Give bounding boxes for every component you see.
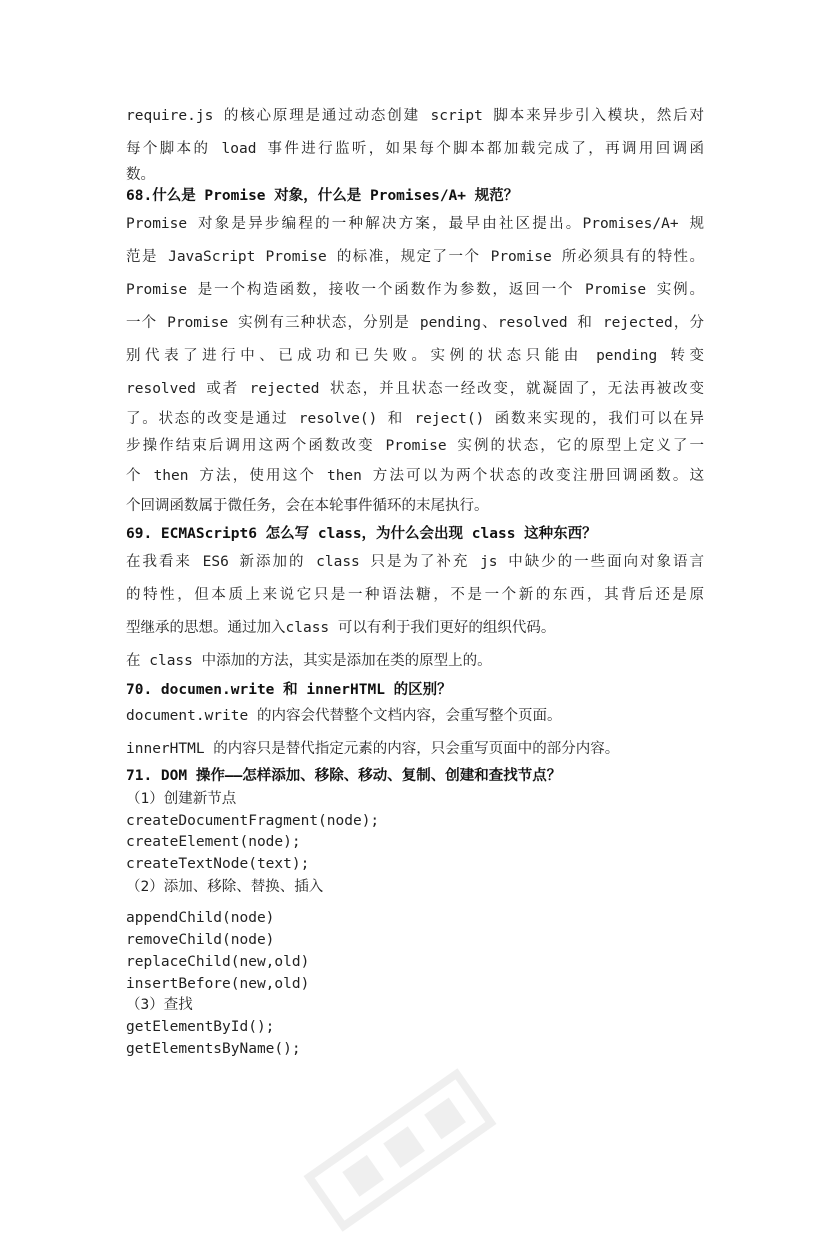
question-heading-71: 71. DOM 操作——怎样添加、移除、移动、复制、创建和查找节点？ [126,768,562,784]
paragraph-line: 个 then 方法，使用这个 then 方法可以为两个状态的改变注册回调函数。这 [126,468,704,484]
code-line: createDocumentFragment(node); [126,813,380,829]
paragraph-line: 了。状态的改变是通过 resolve() 和 reject() 函数来实现的，我们可以在异 [126,411,704,427]
code-line: createTextNode(text); [126,856,310,872]
sub-heading: （1）创建新节点 [126,791,237,807]
question-heading-69: 69. ECMAScript6 怎么写 class，为什么会出现 class 这种东西？ [126,526,597,542]
paragraph-line: require.js 的核心原理是通过动态创建 script 脚本来异步引入模块，然后对 [126,108,704,124]
paragraph-line: 在 class 中添加的方法，其实是添加在类的原型上的。 [126,653,492,669]
paragraph-line: 在我看来 ES6 新添加的 class 只是为了补充 js 中缺少的一些面向对象语言 [126,554,704,570]
code-line: getElementsByName(); [126,1041,301,1057]
paragraph-line: 数。 [126,167,155,183]
paragraph-line: 的特性，但本质上来说它只是一种语法糖，不是一个新的东西，其背后还是原 [126,587,704,603]
paragraph-line: document.write 的内容会代替整个文档内容，会重写整个页面。 [126,708,562,724]
sub-heading: （3）查找 [126,997,193,1013]
paragraph-line: Promise 对象是异步编程的一种解决方案，最早由社区提出。Promises/A+ 规 [126,216,704,232]
question-heading-70: 70. documen.write 和 innerHTML 的区别？ [126,682,452,698]
code-line: replaceChild(new,old) [126,954,310,970]
paragraph-line: 一个 Promise 实例有三种状态，分别是 pending、resolved 和 rejected，分 [126,315,704,331]
paragraph-line: 每个脚本的 load 事件进行监听，如果每个脚本都加载完成了，再调用回调函 [126,141,704,157]
paragraph-line: innerHTML 的内容只是替代指定元素的内容，只会重写页面中的部分内容。 [126,741,620,757]
paragraph-line: 个回调函数属于微任务，会在本轮事件循环的末尾执行。 [126,498,489,514]
code-line: appendChild(node) [126,910,275,926]
paragraph-line: Promise 是一个构造函数，接收一个函数作为参数，返回一个 Promise 实例。 [126,282,704,298]
paragraph-line: 步操作结束后调用这两个函数改变 Promise 实例的状态，它的原型上定义了一 [126,438,704,454]
code-line: createElement(node); [126,834,301,850]
code-line: insertBefore(new,old) [126,976,310,992]
paragraph-line: 范是 JavaScript Promise 的标准，规定了一个 Promise 所必须具有的特性。 [126,249,704,265]
paragraph-line: resolved 或者 rejected 状态，并且状态一经改变，就凝固了，无法再被改变 [126,381,704,397]
paragraph-line: 别代表了进行中、已成功和已失败。实例的状态只能由 pending 转变 [126,348,704,364]
question-heading-68: 68.什么是 Promise 对象，什么是 Promises/A+ 规范？ [126,188,519,204]
watermark-graphic [295,1060,505,1240]
code-line: getElementById(); [126,1019,275,1035]
code-line: removeChild(node) [126,932,275,948]
paragraph-line: 型继承的思想。通过加入class 可以有利于我们更好的组织代码。 [126,620,556,636]
sub-heading: （2）添加、移除、替换、插入 [126,879,324,895]
